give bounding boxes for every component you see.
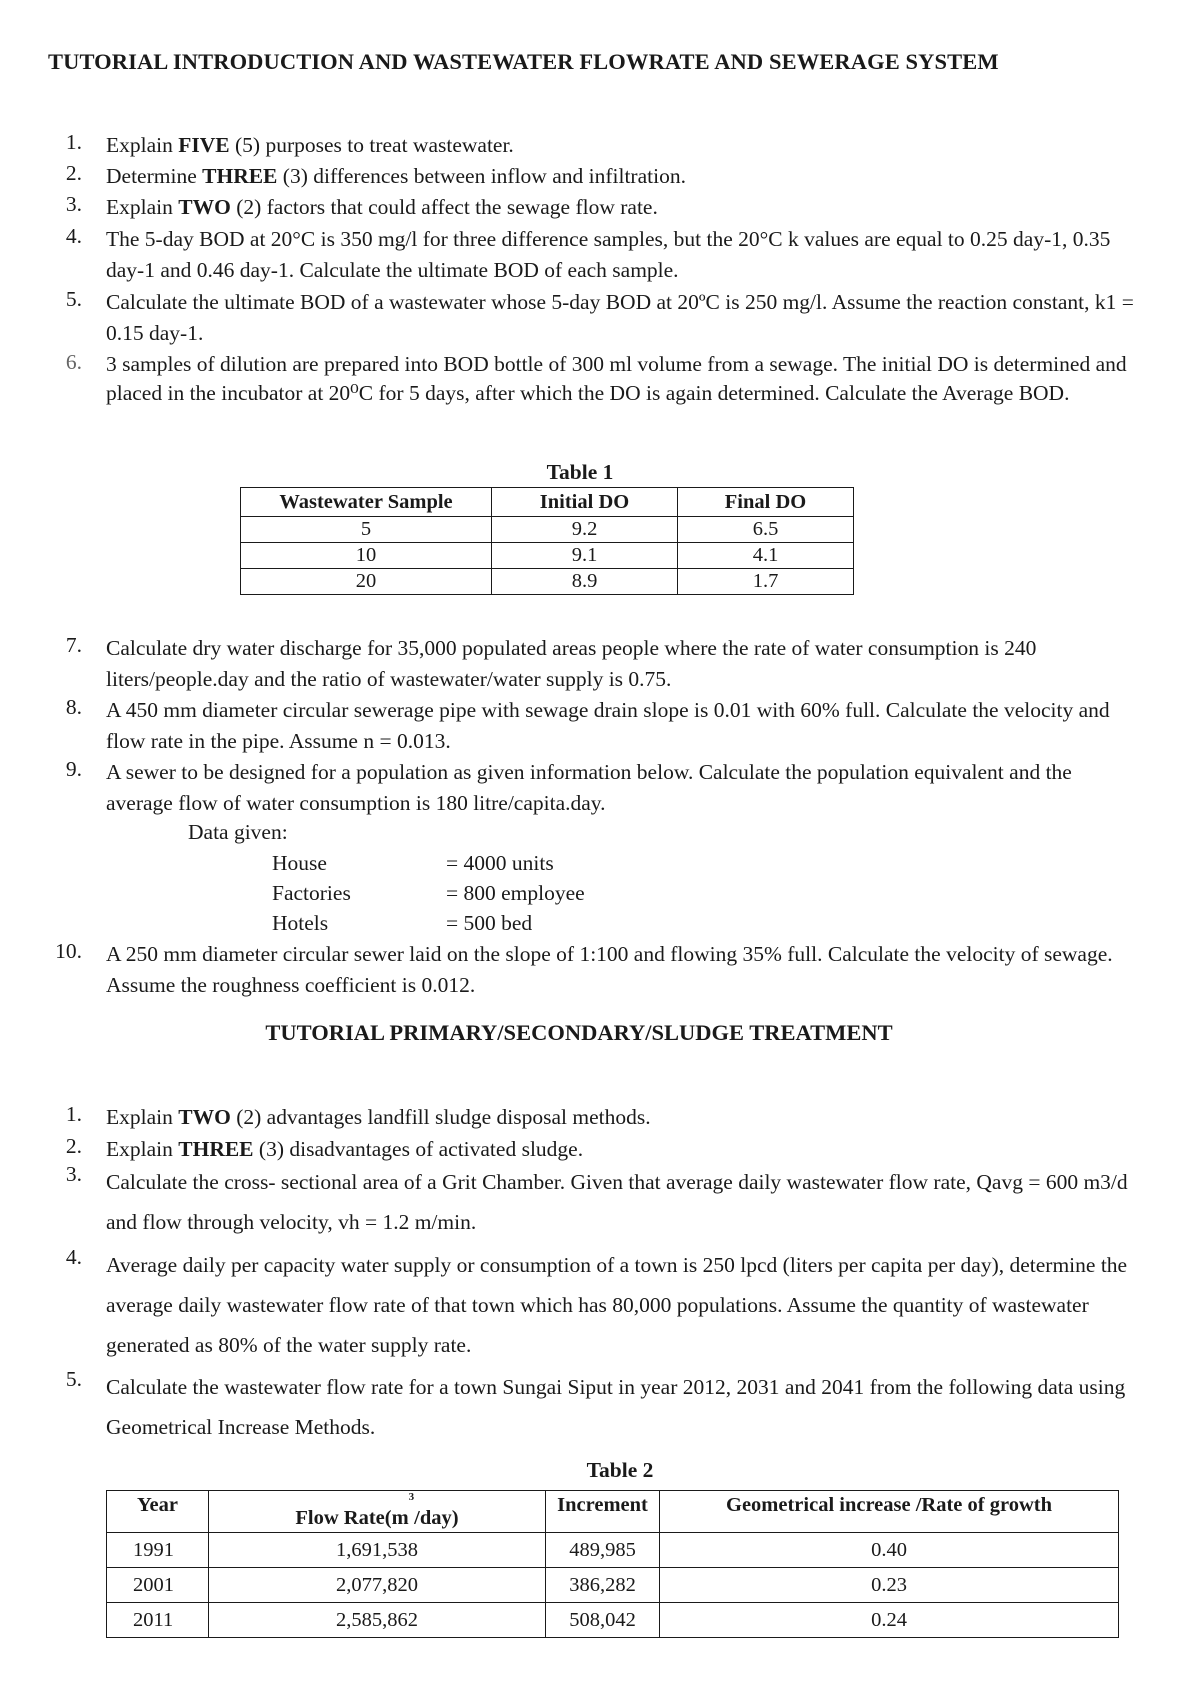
table2-header: Increment	[546, 1491, 660, 1533]
data-given-row: Hotels = 500 bed	[272, 911, 533, 935]
table1-caption: Table 1	[546, 460, 614, 484]
table1-header: Initial DO	[492, 488, 678, 517]
data-given-row: House = 4000 units	[272, 851, 554, 875]
table2-header: Flow $Rate(m^3/day)$	[209, 1491, 546, 1533]
table2-caption: Table 2	[586, 1458, 654, 1482]
section-title: TUTORIAL PRIMARY/SECONDARY/SLUDGE TREATMENT	[265, 1020, 893, 1045]
data-given-row: Factories = 800 employee	[272, 881, 585, 905]
table-row: 1991 1,691,538 489,985 0.40	[107, 1533, 1119, 1568]
table-row: 2011 2,585,862 508,042 0.24	[107, 1603, 1119, 1638]
data-given-label: Data given:	[188, 820, 288, 844]
table-row: 2001 2,077,820 386,282 0.23	[107, 1568, 1119, 1603]
table1-header: Wastewater Sample	[241, 488, 492, 517]
table1-header: Final DO	[678, 488, 854, 517]
page-title: TUTORIAL INTRODUCTION AND WASTEWATER FLOWRATE AND SEWERAGE SYSTEM	[48, 49, 999, 74]
table2-header: Year	[107, 1491, 209, 1533]
table2-header: Geometrical increase /Rate of growth	[660, 1491, 1119, 1533]
table-row: 20 8.9 1.7	[241, 569, 854, 595]
table-row: 10 9.1 4.1	[241, 543, 854, 569]
table-row: 5 9.2 6.5	[241, 517, 854, 543]
table1	[240, 487, 854, 595]
table2	[106, 1490, 1119, 1638]
